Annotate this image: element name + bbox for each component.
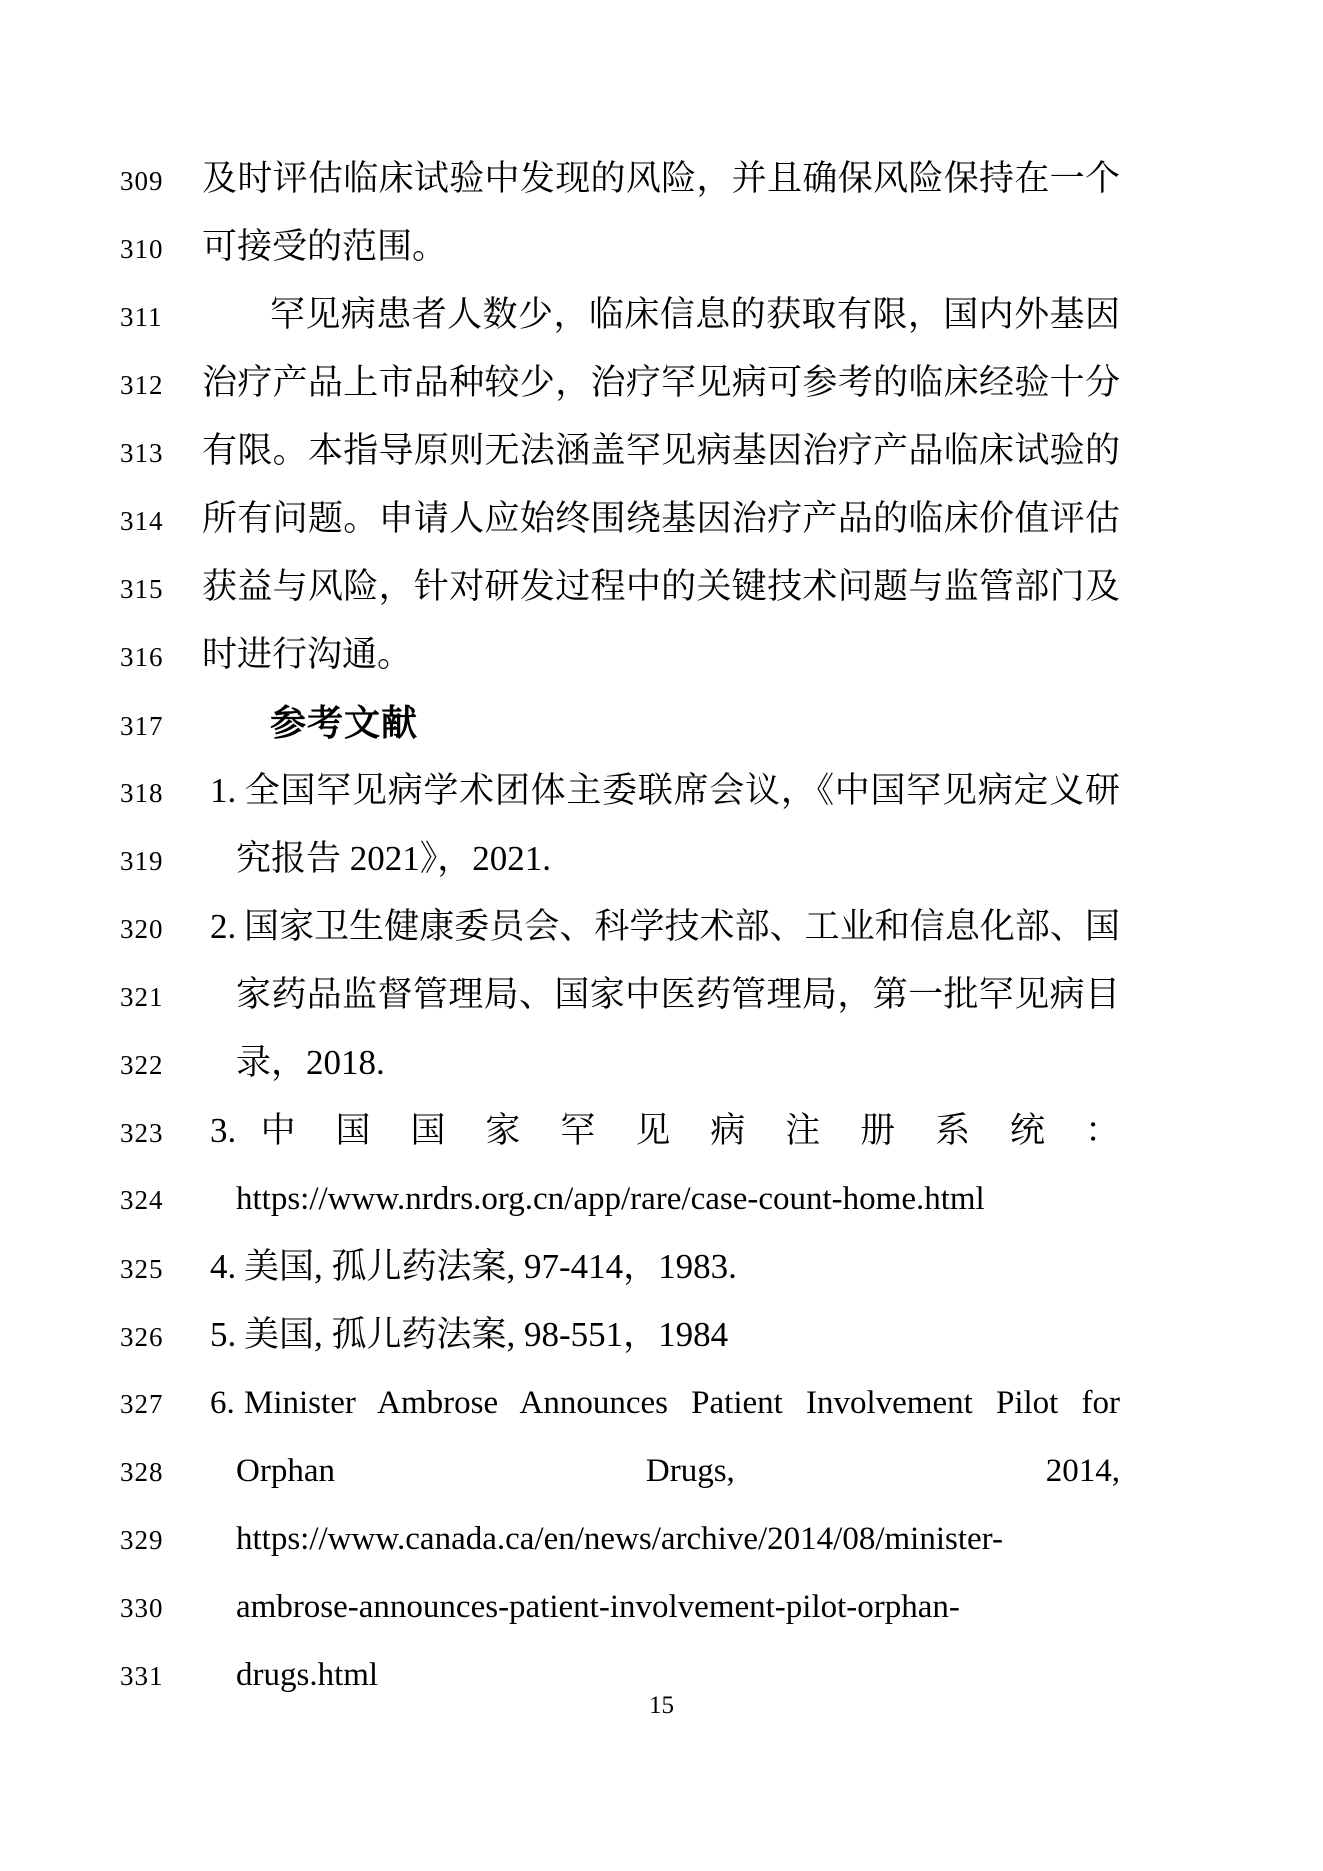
line-text: 究报告 2021》，2021. <box>236 839 552 878</box>
line-number: 313 <box>120 438 164 468</box>
ref-marker: 6. <box>210 1385 235 1421</box>
document-line <box>0 1573 1323 1641</box>
document-line <box>0 349 1323 417</box>
document-line <box>0 1029 1323 1097</box>
reference-url: https://www.nrdrs.org.cn/app/rare/case-count-home.html <box>236 1181 985 1217</box>
line-number: 323 <box>120 1118 164 1148</box>
ref-marker: 4. <box>210 1247 237 1286</box>
line-text: 有限。本指导原则无法涵盖罕见病基因治疗产品临床试验的 <box>202 431 1120 470</box>
document-line <box>0 757 1323 825</box>
line-number: 324 <box>120 1185 164 1215</box>
line-text: 罕见病患者人数少，临床信息的获取有限，国内外基因 <box>270 295 1120 334</box>
line-number: 309 <box>120 166 164 196</box>
line-text: 治疗产品上市品种较少，治疗罕见病可参考的临床经验十分 <box>202 363 1120 402</box>
line-number: 322 <box>120 1050 164 1080</box>
document-line <box>0 1097 1323 1165</box>
line-number: 317 <box>120 711 164 741</box>
document-line <box>0 1505 1323 1573</box>
line-text: 及时评估临床试验中发现的风险，并且确保风险保持在一个 <box>202 159 1120 198</box>
line-number: 327 <box>120 1389 164 1419</box>
line-number: 311 <box>120 302 163 332</box>
ref-marker: 2. <box>210 907 237 946</box>
document-line <box>0 621 1323 689</box>
ref-marker: 5. <box>210 1315 237 1354</box>
line-number: 310 <box>120 234 164 264</box>
line-number: 320 <box>120 914 164 944</box>
document-line <box>0 1233 1323 1301</box>
document-line <box>0 961 1323 1029</box>
line-text: 获益与风险，针对研发过程中的关键技术问题与监管部门及 <box>202 567 1120 606</box>
line-text: 3. 中 国 国 家 罕 见 病 注 册 系 统 ： <box>210 1111 1120 1150</box>
ref-text: Minister Ambrose Announces Patient Involvement Pilot for <box>244 1385 1120 1421</box>
document-line <box>0 417 1323 485</box>
line-number: 318 <box>120 778 164 808</box>
document-body <box>0 145 1323 1709</box>
document-line <box>0 1369 1323 1437</box>
document-line <box>0 825 1323 893</box>
document-line <box>0 281 1323 349</box>
line-text: 可接受的范围。 <box>202 227 448 266</box>
references-heading: 参考文献 <box>270 702 419 743</box>
line-text: 录，2018. <box>236 1043 385 1082</box>
line-number: 326 <box>120 1322 164 1352</box>
line-number: 325 <box>120 1254 164 1284</box>
line-number: 312 <box>120 370 164 400</box>
line-text <box>202 757 1120 825</box>
line-text <box>202 893 1120 961</box>
line-number: 319 <box>120 846 164 876</box>
line-text: 家药品监督管理局、国家中医药管理局，第一批罕见病目 <box>236 975 1120 1014</box>
document-line <box>0 1301 1323 1369</box>
line-text <box>202 1369 1120 1437</box>
line-text: Orphan Drugs, 2014, <box>236 1453 1120 1489</box>
document-line <box>0 553 1323 621</box>
reference-url: https://www.canada.ca/en/news/archive/2014/08/minister- <box>236 1521 1003 1557</box>
line-number: 331 <box>120 1661 164 1691</box>
line-text: 所有问题。申请人应始终围绕基因治疗产品的临床价值评估 <box>202 499 1120 538</box>
document-line <box>0 485 1323 553</box>
document-line <box>0 1437 1323 1505</box>
ref-text: 美国, 孤儿药法案, 98-551，1984 <box>244 1315 729 1354</box>
line-text <box>202 1301 1120 1369</box>
document-line <box>0 1165 1323 1233</box>
ref-text: 全国罕见病学术团体主委联席会议，《中国罕见病定义研 <box>244 771 1120 810</box>
ref-marker: 1. <box>210 771 237 810</box>
reference-url: drugs.html <box>236 1657 379 1693</box>
reference-url: ambrose-announces-patient-involvement-pilot-orphan- <box>236 1589 960 1625</box>
document-line <box>0 145 1323 213</box>
line-number: 329 <box>120 1525 164 1555</box>
line-text <box>202 1233 1120 1301</box>
ref-text: 美国, 孤儿药法案, 97-414，1983. <box>244 1247 737 1286</box>
line-number: 316 <box>120 642 164 672</box>
line-number: 328 <box>120 1457 164 1487</box>
line-number: 314 <box>120 506 164 536</box>
document-line <box>0 213 1323 281</box>
line-number: 315 <box>120 574 164 604</box>
line-number: 321 <box>120 982 164 1012</box>
document-line <box>0 689 1323 757</box>
line-text: 时进行沟通。 <box>202 635 413 674</box>
ref-text: 国家卫生健康委员会、科学技术部、工业和信息化部、国 <box>244 907 1120 946</box>
page-number: 15 <box>649 1692 674 1719</box>
line-number: 330 <box>120 1593 164 1623</box>
document-line <box>0 893 1323 961</box>
